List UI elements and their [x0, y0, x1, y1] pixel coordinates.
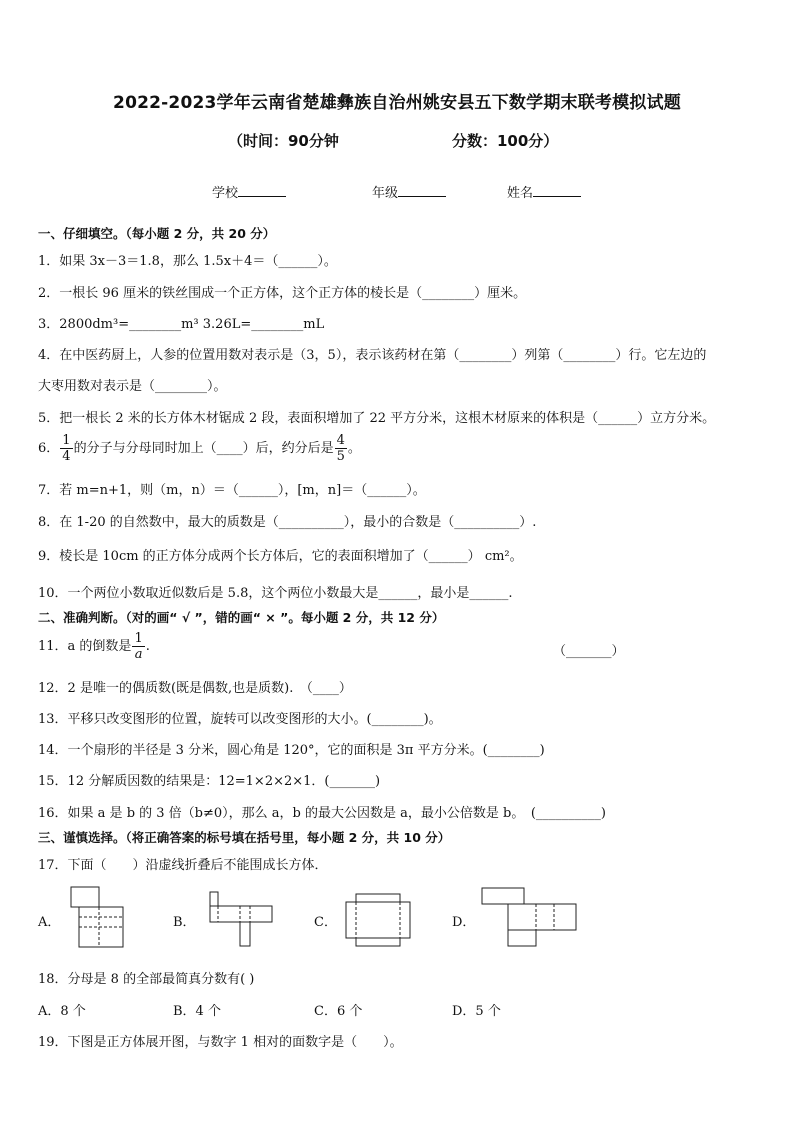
question-12: 12．2 是唯一的偶质数(既是偶数,也是质数). （____）: [38, 681, 352, 696]
fraction-one-over-a: [132, 632, 144, 661]
q11-text: 11．a 的倒数是: [38, 639, 132, 654]
section-2-heading: 二、准确判断。（对的画“ √ ”，错的画“ × ”。每小题 2 分，共 12 分）: [38, 610, 445, 625]
question-6: [38, 434, 361, 463]
school-label: 学校: [212, 186, 239, 201]
question-7: 7．若 m=n+1，则（m，n）＝（______），[m，n]＝（______）。: [38, 483, 426, 498]
question-14: 14．一个扇形的半径是 3 分米，圆心角是 120°，它的面积是 3π 平方分米。(________): [38, 743, 545, 758]
q11-answer-blank: （_______）: [553, 644, 625, 659]
frac-denominator: 4: [62, 449, 71, 464]
frac-numerator: 1: [134, 631, 143, 646]
fraction-four-fifths: [335, 434, 347, 463]
question-10: 10．一个两位小数取近似数后是 5.8，这个两位小数最大是______，最小是______.: [38, 586, 513, 601]
q17-option-b-net: [208, 890, 274, 948]
question-11: [38, 632, 150, 661]
frac-denominator: a: [134, 647, 143, 662]
q6-end: 。: [347, 441, 361, 456]
q18-option-b: B．4 个: [173, 1004, 221, 1019]
name-label: 姓名: [507, 186, 534, 201]
question-8: 8．在 1-20 的自然数中，最大的质数是（__________），最小的合数是（__________）.: [38, 515, 537, 530]
q17-option-c-label: C．: [314, 915, 337, 930]
name-blank: [533, 184, 581, 197]
section-1-heading: 一、仔细填空。（每小题 2 分，共 20 分）: [38, 226, 276, 241]
school-blank: [238, 184, 286, 197]
question-17: 17．下面（ ）沿虚线折叠后不能围成长方体．: [38, 858, 328, 873]
grade-blank: [398, 184, 446, 197]
q17-option-b-label: B．: [173, 915, 196, 930]
question-2: 2．一根长 96 厘米的铁丝围成一个正方体，这个正方体的棱长是（________）厘米。: [38, 286, 527, 301]
question-15: 15．12 分解质因数的结果是：12=1×2×2×1．(_______): [38, 774, 381, 789]
name-field: [507, 182, 581, 201]
fraction-one-quarter: [60, 434, 72, 463]
grade-label: 年级: [372, 186, 399, 201]
q17-option-a-label: A．: [38, 915, 61, 930]
frac-numerator: 4: [336, 433, 345, 448]
q17-option-d-label: D．: [452, 915, 476, 930]
question-4-cont: 大枣用数对表示是（________）。: [38, 379, 227, 394]
question-4: 4．在中医药厨上，人参的位置用数对表示是（3，5），表示该药材在第（________）列第（________）行。它左边的: [38, 348, 707, 363]
grade-field: [372, 182, 446, 201]
section-3-heading: 三、谨慎选择。（将正确答案的标号填在括号里，每小题 2 分，共 10 分）: [38, 830, 451, 845]
q6-prefix: 6．: [38, 441, 60, 456]
question-13: 13．平移只改变图形的位置，旋转可以改变图形的大小。(________)。: [38, 712, 442, 727]
question-16: 16．如果 a 是 b 的 3 倍（b≠0），那么 a，b 的最大公因数是 a，最小公倍数是 b。 (__________): [38, 806, 606, 821]
frac-denominator: 5: [336, 449, 345, 464]
question-1: 1．如果 3x－3＝1.8，那么 1.5x＋4＝（______）。: [38, 254, 337, 269]
question-18: 18．分母是 8 的全部最简真分数有( ): [38, 972, 255, 987]
q17-option-d-net: [480, 886, 578, 948]
q17-option-a-net: [70, 886, 126, 948]
q18-option-c: C．6 个: [314, 1004, 363, 1019]
question-19: 19．下图是正方体展开图，与数字 1 相对的面数字是（ ）。: [38, 1035, 403, 1050]
q17-option-c-net: [344, 892, 412, 948]
q11-end: .: [145, 639, 150, 654]
q6-text: 的分子与分母同时加上（____）后，约分后是: [73, 441, 334, 456]
exam-score: 分数：100分）: [452, 132, 559, 150]
question-3: 3．2800dm³=________m³ 3.26L=________mL: [38, 317, 325, 332]
exam-time: （时间：90分钟: [228, 132, 339, 150]
question-9: 9．棱长是 10cm 的正方体分成两个长方体后，它的表面积增加了（______） cm²。: [38, 549, 523, 564]
q18-option-d: D．5 个: [452, 1004, 501, 1019]
school-field: [212, 182, 286, 201]
question-5: 5．把一根长 2 米的长方体木材锯成 2 段，表面积增加了 22 平方分米，这根木材原来的体积是（______）立方分米。: [38, 411, 716, 426]
q18-option-a: A．8 个: [38, 1004, 86, 1019]
page-title: 2022-2023学年云南省楚雄彝族自治州姚安县五下数学期末联考模拟试题: [113, 93, 681, 113]
frac-numerator: 1: [62, 433, 71, 448]
